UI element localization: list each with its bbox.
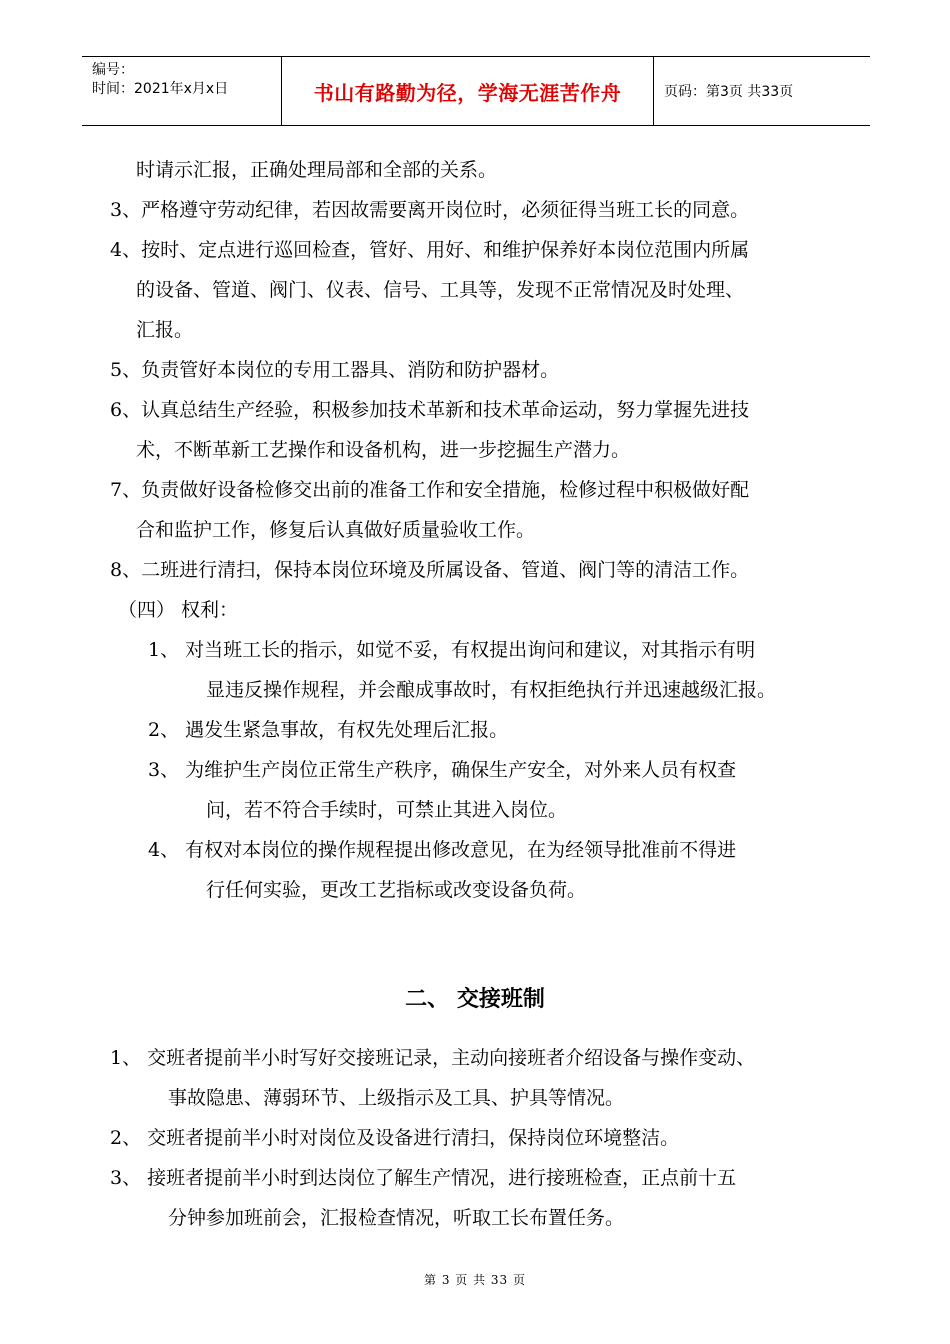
body-line: 分钟参加班前会，汇报检查情况，听取工长布置任务。 — [168, 1207, 625, 1229]
body-line: 3、严格遵守劳动纪律，若因故需要离开岗位时，必须征得当班工长的同意。 — [110, 199, 750, 221]
body-line: 1、 对当班工长的指示，如觉不妥，有权提出询问和建议，对其指示有明 — [148, 639, 756, 661]
header-table — [82, 56, 870, 126]
body-line: 显违反操作规程，并会酿成事故时，有权拒绝执行并迅速越级汇报。 — [206, 679, 777, 701]
body-line: 7、负责做好设备检修交出前的准备工作和安全措施，检修过程中积极做好配 — [110, 479, 750, 501]
page-footer: 第 3 页 共 33 页 — [424, 1273, 526, 1287]
body-line: 合和监护工作，修复后认真做好质量验收工作。 — [136, 519, 536, 541]
body-line: 问，若不符合手续时，可禁止其进入岗位。 — [206, 799, 568, 821]
body-line: 2、 交班者提前半小时对岗位及设备进行清扫，保持岗位环境整洁。 — [110, 1127, 680, 1149]
section-heading: 二、 交接班制 — [405, 987, 545, 1012]
body-line: 4、 有权对本岗位的操作规程提出修改意见，在为经领导批准前不得进 — [148, 839, 737, 861]
body-line: 6、认真总结生产经验，积极参加技术革新和技术革命运动，努力掌握先进技 — [110, 399, 750, 421]
body-line: 行任何实验，更改工艺指标或改变设备负荷。 — [206, 879, 587, 901]
time-label: 时间：2021年x月x日 — [92, 81, 229, 97]
body-line: 5、负责管好本岗位的专用工器具、消防和防护器材。 — [110, 359, 560, 381]
body-line: 2、 遇发生紧急事故，有权先处理后汇报。 — [148, 719, 509, 741]
body-line: 3、 为维护生产岗位正常生产秩序，确保生产安全，对外来人员有权查 — [148, 759, 737, 781]
body-line: 事故隐患、薄弱环节、上级指示及工具、护具等情况。 — [168, 1087, 625, 1109]
header-page-info: 页码：第3页 共33页 — [664, 84, 794, 100]
body-line: 时请示汇报，正确处理局部和全部的关系。 — [136, 159, 498, 181]
body-line: 1、 交班者提前半小时写好交接班记录，主动向接班者介绍设备与操作变动、 — [110, 1047, 756, 1069]
body-line: 的设备、管道、阀门、仪表、信号、工具等，发现不正常情况及时处理、 — [136, 279, 745, 301]
body-line: 4、按时、定点进行巡回检查，管好、用好、和维护保养好本岗位范围内所属 — [110, 239, 750, 261]
body-line: 汇报。 — [136, 319, 194, 341]
header-motto: 书山有路勤为径，学海无涯苦作舟 — [282, 57, 654, 125]
body-line: 术，不断革新工艺操作和设备机构，进一步挖掘生产潜力。 — [136, 439, 631, 461]
header-left-cell — [82, 57, 282, 125]
subsection-heading: （四） 权利： — [118, 599, 239, 621]
body-line: 3、 接班者提前半小时到达岗位了解生产情况，进行接班检查，正点前十五 — [110, 1167, 737, 1189]
body-line: 8、二班进行清扫，保持本岗位环境及所属设备、管道、阀门等的清洁工作。 — [110, 559, 750, 581]
number-label: 编号： — [92, 62, 134, 78]
